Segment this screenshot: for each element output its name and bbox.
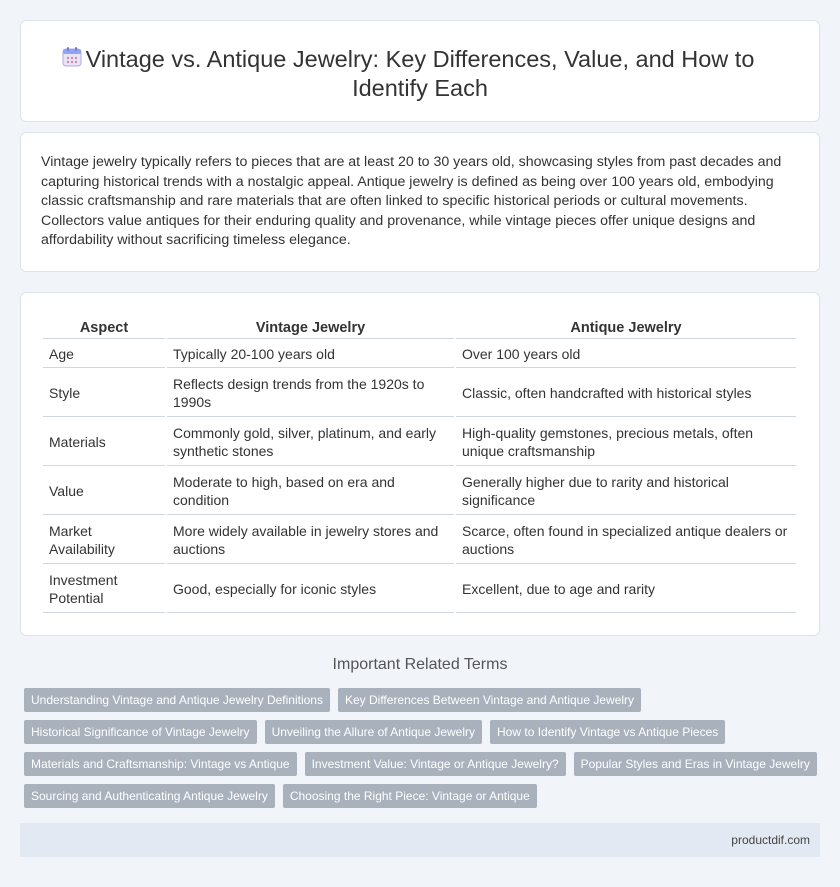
intro-paragraph: Vintage jewelry typically refers to pieces that are at least 20 to 30 years old, showcasing styles from past decades and capturing historical trends with a nostalgic appeal. Antique jewelry is defined as being over 100 years old, embodying classic craftsmanship and rare materials that are often linked to specific historical periods or cultural movements. Collectors value antiques for their enduring quality and provenance, while vintage pieces offer unique designs and affordability without sacrificing timeless elegance. xyxy=(41,154,782,249)
related-term-tag[interactable]: Historical Significance of Vintage Jewelry xyxy=(24,720,257,744)
related-term-tag[interactable]: Sourcing and Authenticating Antique Jewelry xyxy=(24,784,275,808)
cell-vintage: Reflects design trends from the 1920s to 1990s xyxy=(167,370,454,417)
cell-antique: Over 100 years old xyxy=(456,341,796,368)
cell-antique: Excellent, due to age and rarity xyxy=(456,566,796,613)
cell-aspect: Style xyxy=(43,370,165,417)
related-term-tag[interactable]: Materials and Craftsmanship: Vintage vs Antique xyxy=(24,752,297,776)
table-header-row xyxy=(43,316,796,339)
footer xyxy=(20,823,820,857)
table-row xyxy=(43,566,796,613)
cell-antique: High-quality gemstones, precious metals, often unique craftsmanship xyxy=(456,419,796,466)
related-terms-list xyxy=(24,688,824,816)
header-vintage: Vintage Jewelry xyxy=(167,316,454,339)
tag-row xyxy=(24,720,824,744)
page-title: Vintage vs. Antique Jewelry: Key Differences, Value, and How to Identify Each xyxy=(85,46,755,101)
related-term-tag[interactable]: Choosing the Right Piece: Vintage or Antique xyxy=(283,784,537,808)
related-terms-heading: Important Related Terms xyxy=(332,656,508,673)
cell-aspect: Value xyxy=(43,468,165,515)
cell-aspect: Market Availability xyxy=(43,517,165,564)
tag-row xyxy=(24,784,824,808)
table-row xyxy=(43,419,796,466)
cell-vintage: Commonly gold, silver, platinum, and early synthetic stones xyxy=(167,419,454,466)
cell-aspect: Materials xyxy=(43,419,165,466)
table-row xyxy=(43,370,796,417)
header-aspect: Aspect xyxy=(43,316,165,339)
related-term-tag[interactable]: Popular Styles and Eras in Vintage Jewelry xyxy=(574,752,817,776)
intro-card xyxy=(20,132,820,272)
cell-antique: Generally higher due to rarity and historical significance xyxy=(456,468,796,515)
footer-brand: productdif.com xyxy=(731,833,810,847)
related-term-tag[interactable]: Key Differences Between Vintage and Antique Jewelry xyxy=(338,688,641,712)
cell-aspect: Age xyxy=(43,341,165,368)
cell-antique: Scarce, often found in specialized antique dealers or auctions xyxy=(456,517,796,564)
cell-antique: Classic, often handcrafted with historical styles xyxy=(456,370,796,417)
cell-vintage: More widely available in jewelry stores and auctions xyxy=(167,517,454,564)
cell-vintage: Typically 20-100 years old xyxy=(167,341,454,368)
related-term-tag[interactable]: Understanding Vintage and Antique Jewelry Definitions xyxy=(24,688,330,712)
table-row xyxy=(43,468,796,515)
header-card xyxy=(20,20,820,122)
header-antique: Antique Jewelry xyxy=(456,316,796,339)
cell-vintage: Moderate to high, based on era and condition xyxy=(167,468,454,515)
related-term-tag[interactable]: Investment Value: Vintage or Antique Jewelry? xyxy=(305,752,566,776)
related-term-tag[interactable]: How to Identify Vintage vs Antique Pieces xyxy=(490,720,725,744)
tag-row xyxy=(24,688,824,712)
cell-aspect: Investment Potential xyxy=(43,566,165,613)
comparison-card xyxy=(20,292,820,636)
related-term-tag[interactable]: Unveiling the Allure of Antique Jewelry xyxy=(265,720,482,744)
cell-vintage: Good, especially for iconic styles xyxy=(167,566,454,613)
table-row xyxy=(43,517,796,564)
comparison-table xyxy=(41,314,798,615)
tag-row xyxy=(24,752,824,776)
table-row xyxy=(43,341,796,368)
